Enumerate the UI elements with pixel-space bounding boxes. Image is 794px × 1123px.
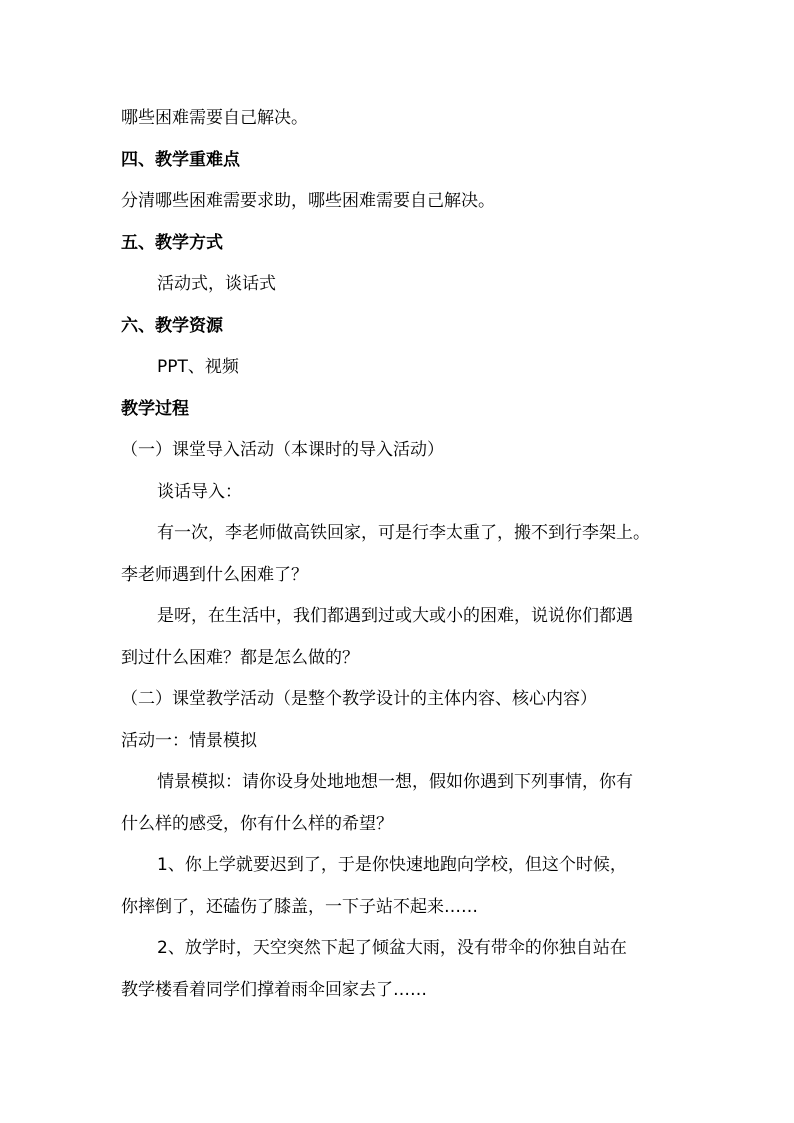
list-item-line: 2、放学时，天空突然下起了倾盆大雨，没有带伞的你独自站在: [157, 938, 627, 958]
paragraph-line: 分清哪些困难需要求助，哪些困难需要自己解决。: [121, 191, 495, 211]
paragraph-line: 哪些困难需要自己解决。: [121, 108, 308, 128]
paragraph-line: 有一次，李老师做高铁回家，可是行李太重了，搬不到行李架上。: [157, 523, 650, 543]
paragraph-line: 情景模拟：请你设身处地地想一想，假如你遇到下列事情，你有: [157, 772, 633, 792]
paragraph-line: 谈话导入：: [157, 482, 242, 502]
list-item-line: 你摔倒了，还磕伤了膝盖，一下子站不起来……: [121, 897, 478, 917]
paragraph-line: PPT、视频: [157, 357, 239, 377]
subsection-heading: （二）课堂教学活动（是整个教学设计的主体内容、核心内容）: [121, 689, 597, 709]
section-heading-teaching-process: 教学过程: [121, 399, 189, 419]
subsection-heading: （一）课堂导入活动（本课时的导入活动）: [121, 440, 444, 460]
section-heading-teaching-resources: 六、教学资源: [121, 316, 223, 336]
paragraph-line: 到过什么困难？都是怎么做的？: [121, 648, 359, 668]
section-heading-teaching-method: 五、教学方式: [121, 233, 223, 253]
activity-heading: 活动一：情景模拟: [121, 731, 257, 751]
list-item-line: 1、你上学就要迟到了，于是你快速地跑向学校，但这个时候，: [157, 855, 627, 875]
paragraph-line: 什么样的感受，你有什么样的希望？: [121, 814, 393, 834]
list-item-line: 教学楼看着同学们撑着雨伞回家去了……: [121, 980, 427, 1000]
paragraph-line: 活动式，谈话式: [157, 274, 276, 294]
section-heading-key-points: 四、教学重难点: [121, 150, 240, 170]
paragraph-line: 李老师遇到什么困难了？: [121, 565, 308, 585]
paragraph-line: 是呀，在生活中，我们都遇到过或大或小的困难，说说你们都遇: [157, 606, 633, 626]
